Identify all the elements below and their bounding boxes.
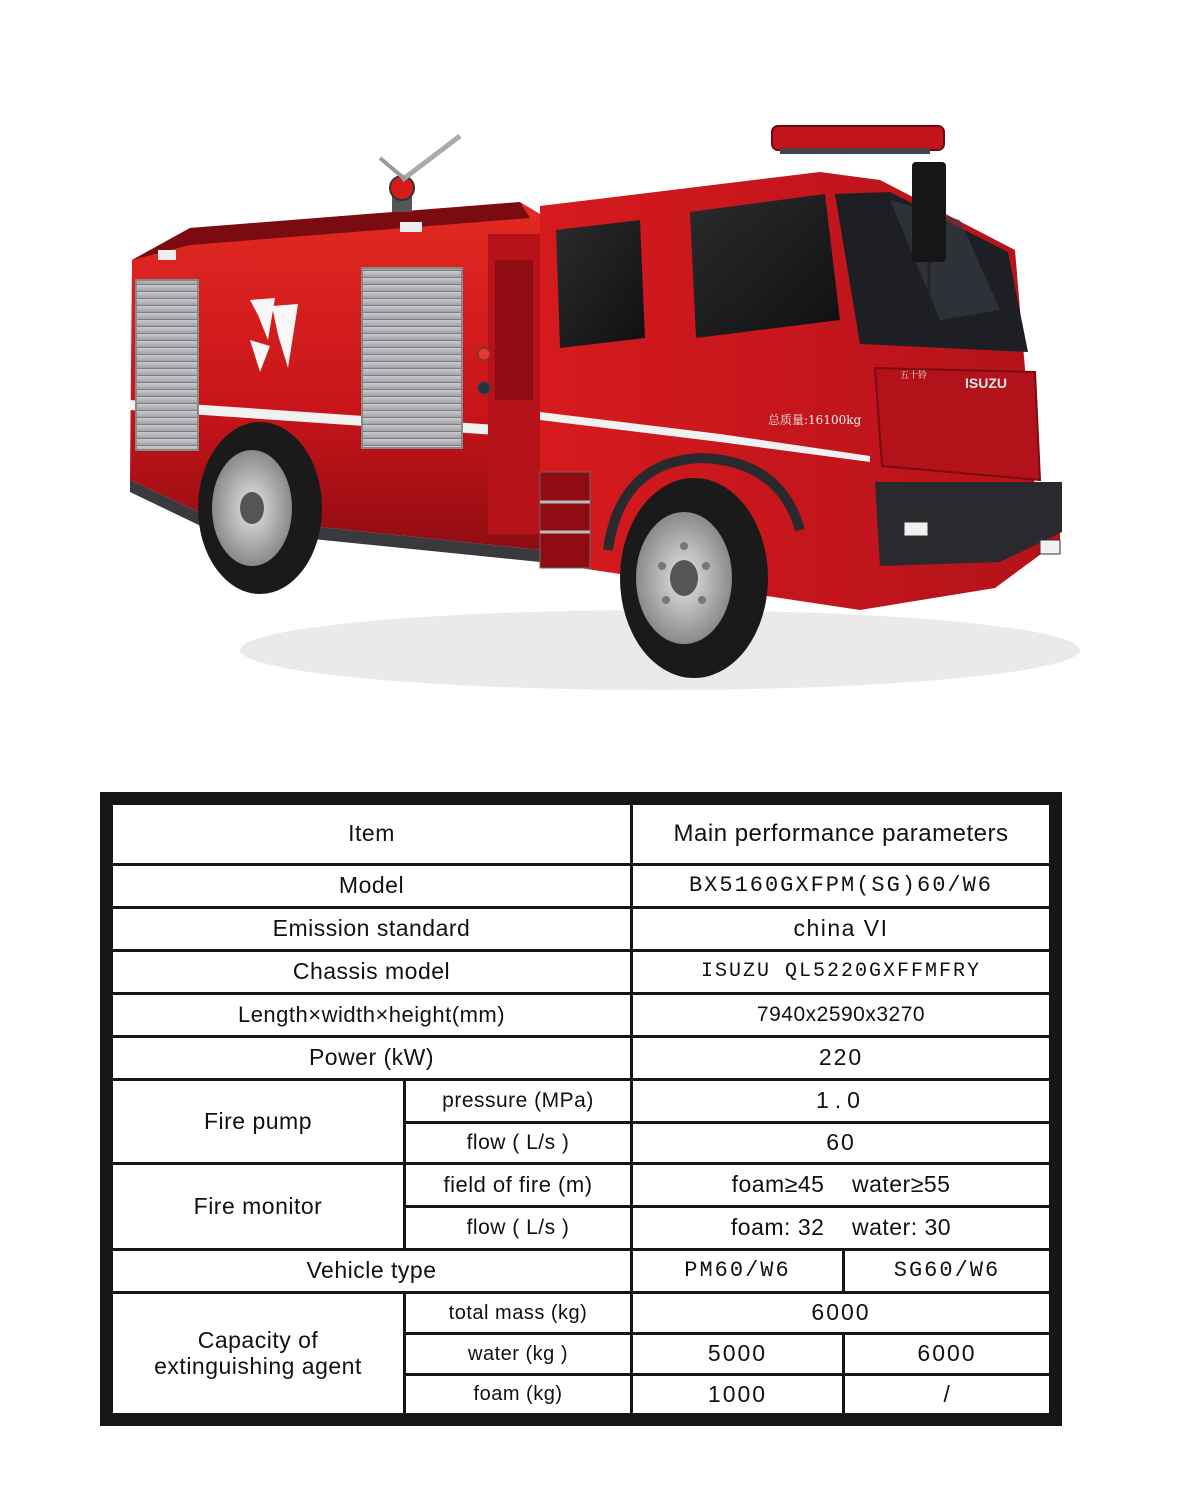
model-label: Model xyxy=(110,863,633,909)
fire-truck-image xyxy=(100,110,1080,710)
pump-panel xyxy=(495,260,533,400)
headlight-right xyxy=(1040,540,1060,554)
capacity-total-label: total mass (kg) xyxy=(403,1291,633,1335)
chassis-label: Chassis model xyxy=(110,949,633,995)
capacity-foam-label: foam (kg) xyxy=(403,1373,633,1416)
power-value: 220 xyxy=(630,1035,1052,1081)
fire-pump-pressure-value: 1.0 xyxy=(630,1078,1052,1124)
side-mirror xyxy=(912,162,946,262)
cab-front-window xyxy=(690,194,840,338)
headlight-left xyxy=(904,522,928,536)
dimensions-value: 7940x2590x3270 xyxy=(630,992,1052,1038)
grille-small-text: 五十铃 xyxy=(900,370,928,380)
dimensions-label: Length×width×height(mm) xyxy=(110,992,633,1038)
fire-monitor-label: Fire monitor xyxy=(110,1162,406,1251)
fire-monitor-flow-label: flow ( L/s ) xyxy=(403,1205,633,1251)
fire-pump-flow-label: flow ( L/s ) xyxy=(403,1121,633,1165)
fire-pump-pressure-label: pressure (MPa) xyxy=(403,1078,633,1124)
capacity-foam-sg: / xyxy=(842,1373,1052,1416)
cab-rear-window xyxy=(556,220,645,348)
capacity-label: Capacity of extinguishing agent xyxy=(110,1291,406,1416)
header-item: Item xyxy=(110,802,633,866)
capacity-water-pm: 5000 xyxy=(630,1332,845,1376)
vehicle-type-sg: SG60/W6 xyxy=(842,1248,1052,1294)
fire-pump-flow-value: 60 xyxy=(630,1121,1052,1165)
capacity-water-sg: 6000 xyxy=(842,1332,1052,1376)
emission-value: china VI xyxy=(630,906,1052,952)
water-monitor xyxy=(380,136,460,212)
capacity-total-value: 6000 xyxy=(630,1291,1052,1335)
left-roller-shutter xyxy=(136,280,198,450)
capacity-foam-pm: 1000 xyxy=(630,1373,845,1416)
specification-table xyxy=(100,792,1062,1426)
capacity-water-label: water (kg ) xyxy=(403,1332,633,1376)
light-bar xyxy=(772,126,944,150)
fire-monitor-field-label: field of fire (m) xyxy=(403,1162,633,1208)
vehicle-type-pm: PM60/W6 xyxy=(630,1248,845,1294)
rear-wheel xyxy=(198,422,322,594)
cab-side-lettering: 总质量:16100kg xyxy=(768,413,862,427)
cab-step xyxy=(540,472,590,568)
model-value: BX5160GXFPM(SG)60/W6 xyxy=(630,863,1052,909)
right-roller-shutter xyxy=(362,268,462,448)
fire-monitor-flow-value: foam: 32 water: 30 xyxy=(630,1205,1052,1251)
roof-light-1 xyxy=(158,250,176,260)
grille-brand-text: ISUZU xyxy=(965,375,1007,391)
chassis-value: ISUZU QL5220GXFFMFRY xyxy=(630,949,1052,995)
roof-light-2 xyxy=(400,222,422,232)
emission-label: Emission standard xyxy=(110,906,633,952)
front-wheel xyxy=(620,478,768,678)
power-label: Power (kW) xyxy=(110,1035,633,1081)
vehicle-type-label: Vehicle type xyxy=(110,1248,633,1294)
fire-monitor-field-value: foam≥45 water≥55 xyxy=(630,1162,1052,1208)
front-grille xyxy=(875,368,1040,480)
header-params: Main performance parameters xyxy=(630,802,1052,866)
fire-pump-label: Fire pump xyxy=(110,1078,406,1165)
